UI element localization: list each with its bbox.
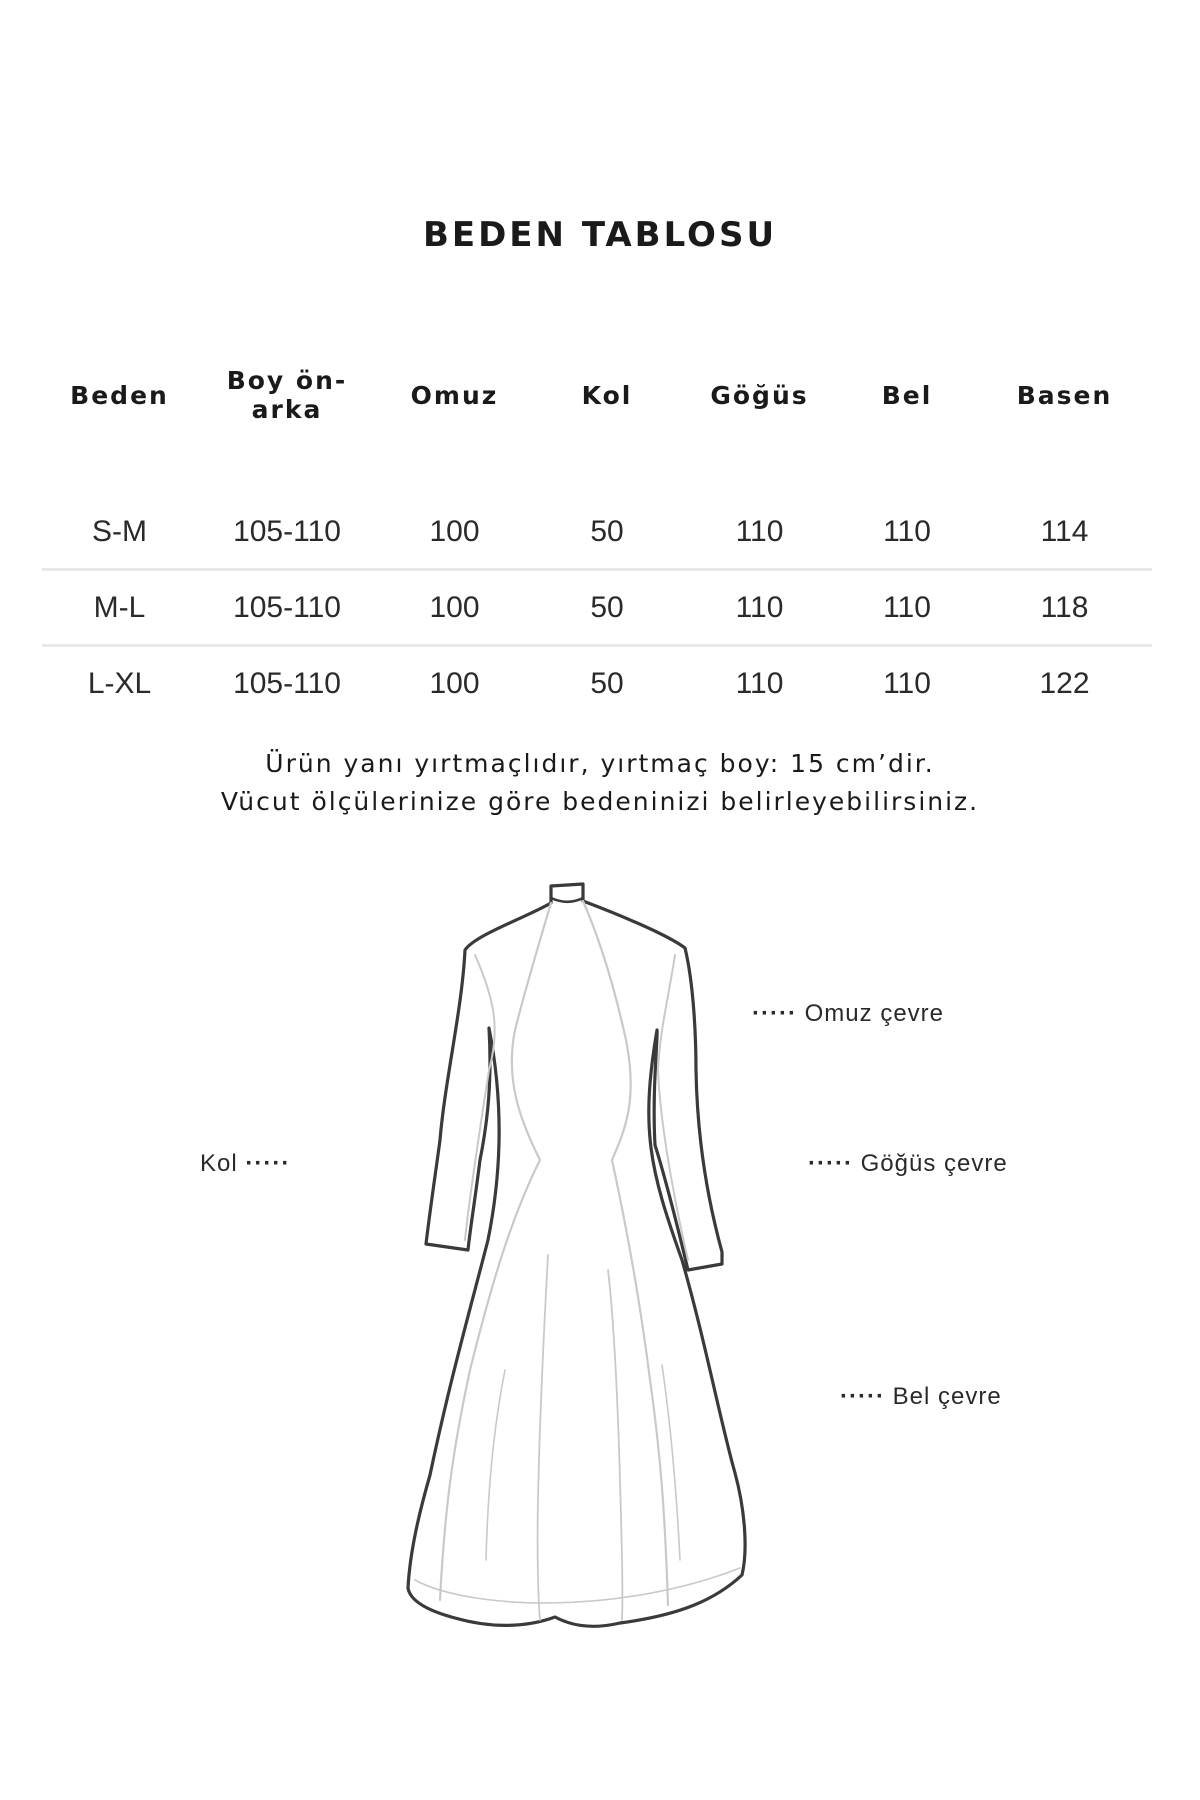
table-cell: 110 xyxy=(883,514,931,548)
neckline xyxy=(551,898,583,902)
table-cell: 110 xyxy=(883,590,931,624)
label-bel xyxy=(840,1383,1002,1411)
table-row xyxy=(42,495,1152,571)
size-notes xyxy=(0,745,1200,821)
table-cell: 100 xyxy=(429,590,480,624)
header-cell: Göğüs xyxy=(710,380,809,410)
table-cell: 105-110 xyxy=(233,514,341,548)
dots-icon: ····· xyxy=(752,1000,797,1027)
table-cell: L-XL xyxy=(87,666,152,700)
seam-center-right xyxy=(608,1270,622,1620)
seam-hem xyxy=(415,1568,740,1603)
label-bel-text: Bel çevre xyxy=(892,1383,1002,1410)
table-cell: 114 xyxy=(1040,514,1089,548)
header-cell: Boy ön-arka xyxy=(226,366,348,424)
header-cell: Beden xyxy=(70,380,169,410)
fit-note: Vücut ölçülerinize göre bedeninizi belirleyebilirsiniz. xyxy=(220,787,980,816)
table-cell: 50 xyxy=(590,514,624,548)
dress-outline-icon xyxy=(0,860,1200,1700)
dress-outline xyxy=(408,884,745,1626)
table-cell: 110 xyxy=(735,666,784,700)
header-cell: Kol xyxy=(581,380,633,410)
table-header-row xyxy=(42,360,1152,430)
table-cell: 100 xyxy=(429,666,480,700)
label-omuz xyxy=(752,1000,944,1028)
table-cell: 100 xyxy=(429,514,480,548)
dots-icon: ····· xyxy=(808,1150,853,1177)
measurement-diagram xyxy=(0,860,1200,1700)
table-row xyxy=(42,571,1152,647)
header-cell: Basen xyxy=(1016,380,1113,410)
seam-left-skirt xyxy=(486,1370,505,1560)
table-cell: 105-110 xyxy=(233,590,341,624)
table-cell: 105-110 xyxy=(233,666,341,700)
table-cell: 50 xyxy=(590,666,624,700)
page-title: BEDEN TABLOSU xyxy=(422,215,778,255)
dots-icon: ····· xyxy=(245,1150,291,1177)
label-kol xyxy=(200,1150,290,1178)
table-cell: 110 xyxy=(735,514,784,548)
table-row xyxy=(42,647,1152,720)
table-cell: 110 xyxy=(883,666,931,700)
slit-note: Ürün yanı yırtmaçlıdır, yırtmaç boy: 15 cm’dir. xyxy=(265,749,935,778)
label-kol-text: Kol xyxy=(200,1150,238,1177)
table-cell: 122 xyxy=(1039,666,1090,700)
seam-center xyxy=(538,1255,548,1620)
label-omuz-text: Omuz çevre xyxy=(804,1000,945,1027)
table-cell: 50 xyxy=(590,590,624,624)
table-cell: M-L xyxy=(93,590,146,624)
label-gogus-text: Göğüs çevre xyxy=(860,1150,1008,1177)
table-body xyxy=(42,495,1152,720)
label-gogus xyxy=(808,1150,1008,1178)
header-cell: Bel xyxy=(881,380,933,410)
header-cell: Omuz xyxy=(410,380,499,410)
table-cell: 118 xyxy=(1040,590,1089,624)
seam-left-panel xyxy=(440,903,551,1600)
dots-icon: ····· xyxy=(840,1383,885,1410)
table-cell: 110 xyxy=(735,590,784,624)
table-cell: S-M xyxy=(92,514,147,548)
seam-right-panel xyxy=(583,901,668,1605)
size-table xyxy=(42,360,1152,720)
seam-left-sleeve xyxy=(465,955,495,1240)
